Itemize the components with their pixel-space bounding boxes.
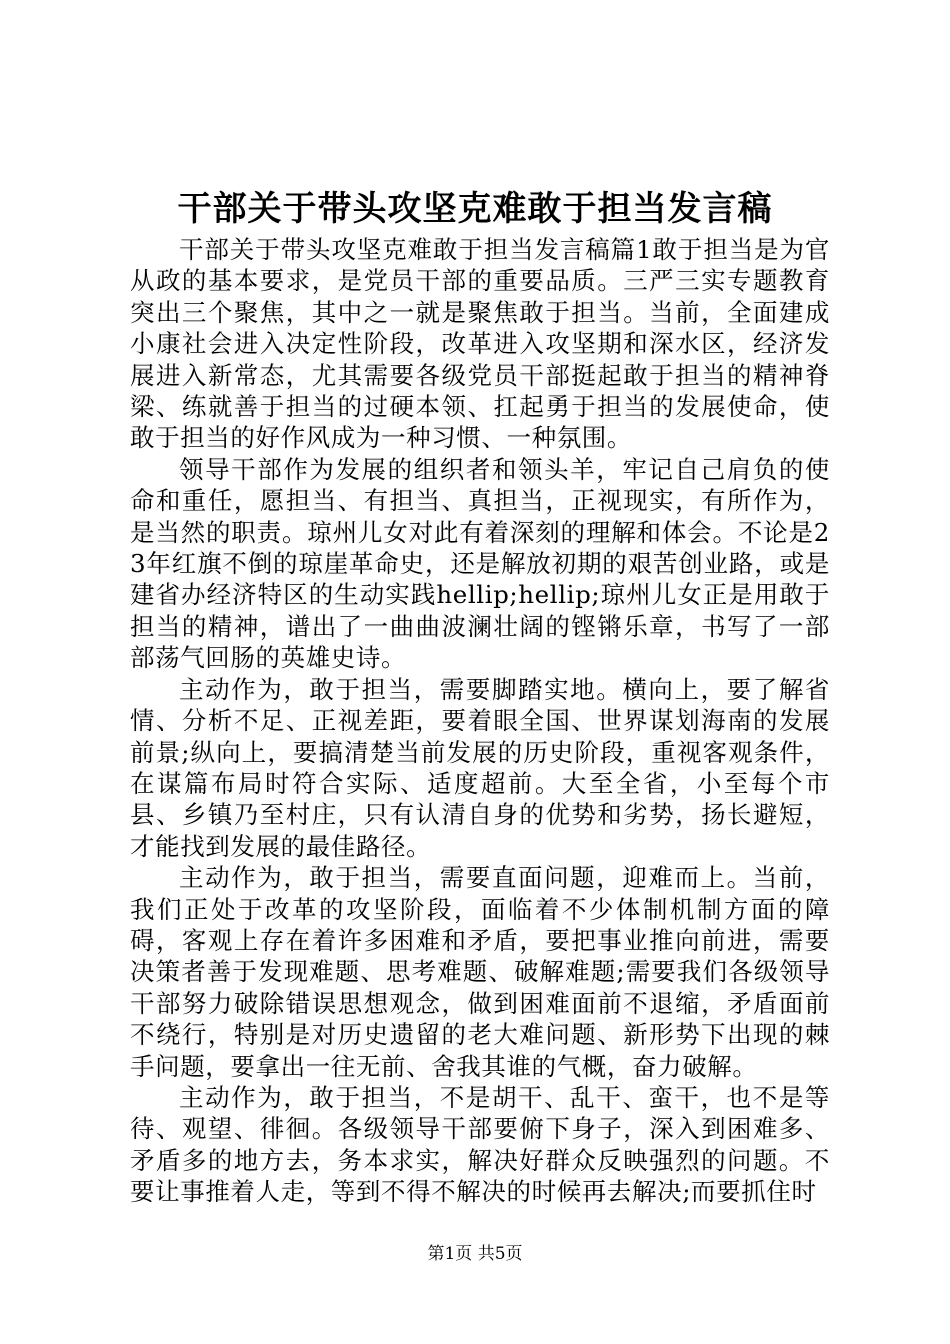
page-number-footer: 第1页 共5页 <box>427 1244 523 1264</box>
document-body <box>130 234 830 1208</box>
paragraph-2: 领导干部作为发展的组织者和领头羊，牢记自己肩负的使命和重任，愿担当、有担当、真担当，正视现实，有所作为，是当然的职责。琼州儿女对此有着深刻的理解和体会。不论是23年红旗不倒的琼崖革命史，还是解放初期的艰苦创业路，或是建省办经济特区的生动实践hellip;hellip;琼州儿女正是用敢于担当的精神，谱出了一曲曲波澜壮阔的铿锵乐章，书写了一部部荡气回肠的英雄史诗。 <box>130 454 830 673</box>
paragraph-5: 主动作为，敢于担当，不是胡干、乱干、蛮干，也不是等待、观望、徘徊。各级领导干部要俯下身子，深入到困难多、矛盾多的地方去，务本求实，解决好群众反映强烈的问题。不要让事推着人走，等到不得不解决的时候再去解决;而要抓住时 <box>130 1082 830 1207</box>
paragraph-1: 干部关于带头攻坚克难敢于担当发言稿篇1敢于担当是为官从政的基本要求，是党员干部的重要品质。三严三实专题教育突出三个聚焦，其中之一就是聚焦敢于担当。当前，全面建成小康社会进入决定性阶段，改革进入攻坚期和深水区，经济发展进入新常态，尤其需要各级党员干部挺起敢于担当的精神脊梁、练就善于担当的过硬本领、扛起勇于担当的发展使命，使敢于担当的好作风成为一种习惯、一种氛围。 <box>130 235 830 453</box>
paragraph-4: 主动作为，敢于担当，需要直面问题，迎难而上。当前，我们正处于改革的攻坚阶段，面临着不少体制机制方面的障碍，客观上存在着许多困难和矛盾，要把事业推向前进，需要决策者善于发现难题、思考难题、破解难题;需要我们各级领导干部努力破除错误思想观念，做到困难面前不退缩，矛盾面前不绕行，特别是对历史遗留的老大难问题、新形势下出现的棘手问题，要拿出一往无前、舍我其谁的气概，奋力破解。 <box>130 863 830 1081</box>
document-title: 干部关于带头攻坚克难敢于担当发言稿 <box>177 189 773 229</box>
paragraph-3: 主动作为，敢于担当，需要脚踏实地。横向上，要了解省情、分析不足、正视差距，要着眼全国、世界谋划海南的发展前景;纵向上，要搞清楚当前发展的历史阶段，重视客观条件，在谋篇布局时符合实际、适度超前。大至全省，小至每个市县、乡镇乃至村庄，只有认清自身的优势和劣势，扬长避短，才能找到发展的最佳路径。 <box>130 674 830 861</box>
